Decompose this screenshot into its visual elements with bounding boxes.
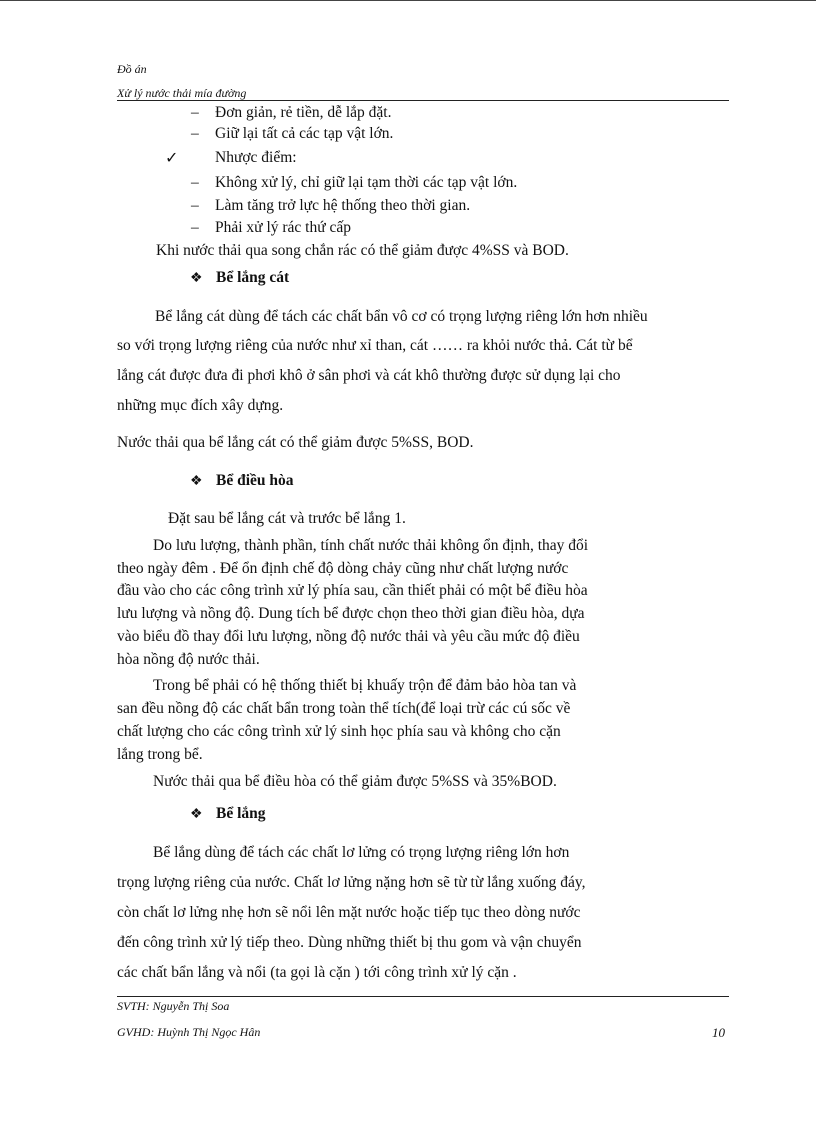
- dash-bullet-icon: –: [191, 219, 199, 236]
- page-top-border: [0, 0, 816, 1]
- section-result: Nước thải qua bể điều hòa có thể giảm được 5%SS và 35%BOD.: [153, 773, 557, 790]
- diamond-bullet-icon: ❖: [190, 474, 203, 489]
- check-icon: ✓: [165, 150, 179, 167]
- list-item: Không xử lý, chỉ giữ lại tạm thời các tạp vật lớn.: [215, 174, 518, 191]
- paragraph-line: Bể lắng cát dùng để tách các chất bẩn vô cơ có trọng lượng riêng lớn hơn nhiều: [155, 308, 648, 325]
- list-item: Giữ lại tất cả các tạp vật lớn.: [215, 125, 394, 142]
- diamond-bullet-icon: ❖: [190, 271, 203, 286]
- header-rule: [117, 100, 729, 101]
- paragraph-line: Bể lắng dùng để tách các chất lơ lửng có trọng lượng riêng lớn hơn: [153, 844, 570, 861]
- list-item: Làm tăng trở lực hệ thống theo thời gian.: [215, 197, 471, 214]
- section-title-settling: Bể lắng: [216, 805, 266, 822]
- page-number: 10: [712, 1025, 725, 1040]
- paragraph-line: vào biểu đồ thay đổi lưu lượng, nồng độ nước thải và yêu cầu mức độ điều: [117, 628, 580, 645]
- dash-bullet-icon: –: [191, 104, 199, 121]
- section-intro: Đặt sau bể lắng cát và trước bể lắng 1.: [168, 510, 406, 527]
- paragraph-line: Do lưu lượng, thành phần, tính chất nước thải không ổn định, thay đổi: [153, 537, 589, 554]
- header-doc-type: Đồ án: [117, 62, 147, 76]
- footer-rule: [117, 996, 729, 997]
- dash-bullet-icon: –: [191, 174, 199, 191]
- dash-bullet-icon: –: [191, 197, 199, 214]
- section-title-grit-chamber: Bể lắng cát: [216, 269, 290, 286]
- diamond-bullet-icon: ❖: [190, 807, 203, 822]
- paragraph-line: lắng trong bể.: [117, 746, 203, 763]
- paragraph-line: lưu lượng và nồng độ. Dung tích bể được chọn theo thời gian điều hòa, dựa: [117, 605, 585, 622]
- paragraph-line: Trong bể phải có hệ thống thiết bị khuấy trộn để đảm bảo hòa tan và: [153, 677, 577, 694]
- paragraph-line: hòa nồng độ nước thải.: [117, 651, 260, 668]
- section-result: Nước thải qua bể lắng cát có thể giảm được 5%SS, BOD.: [117, 434, 474, 451]
- paragraph-line: đến công trình xử lý tiếp theo. Dùng những thiết bị thu gom và vận chuyển: [117, 934, 582, 951]
- screen-result: Khi nước thải qua song chắn rác có thể giảm được 4%SS và BOD.: [156, 242, 569, 259]
- paragraph-line: theo ngày đêm . Để ổn định chế độ dòng chảy cũng như chất lượng nước: [117, 560, 569, 577]
- paragraph-line: lắng cát được đưa đi phơi khô ở sân phơi và cát khô thường được sử dụng lại cho: [117, 367, 621, 384]
- paragraph-line: san đều nồng độ các chất bẩn trong toàn thể tích(để loại trừ các cú sốc về: [117, 700, 571, 717]
- footer-advisor: GVHD: Huỳnh Thị Ngọc Hân: [117, 1025, 261, 1039]
- list-item: Đơn giản, rẻ tiền, dễ lắp đặt.: [215, 104, 392, 121]
- dash-bullet-icon: –: [191, 125, 199, 142]
- paragraph-line: so với trọng lượng riêng của nước như xỉ than, cát …… ra khỏi nước thả. Cát từ bể: [117, 337, 633, 354]
- paragraph-line: chất lượng cho các công trình xử lý sinh học phía sau và không cho cặn: [117, 723, 561, 740]
- header-doc-title: Xử lý nước thải mía đường: [117, 86, 247, 100]
- paragraph-line: đầu vào cho các công trình xử lý phía sau, cần thiết phải có một bể điều hòa: [117, 582, 588, 599]
- paragraph-line: trọng lượng riêng của nước. Chất lơ lửng nặng hơn sẽ từ từ lắng xuống đáy,: [117, 874, 586, 891]
- cons-title: Nhược điểm:: [215, 149, 297, 166]
- paragraph-line: các chất bẩn lắng và nổi (ta gọi là cặn ) tới công trình xử lý cặn .: [117, 964, 517, 981]
- list-item: Phải xử lý rác thứ cấp: [215, 219, 352, 236]
- section-title-equalization: Bể điều hòa: [216, 472, 294, 489]
- footer-student: SVTH: Nguyễn Thị Soa: [117, 999, 230, 1013]
- paragraph-line: những mục đích xây dựng.: [117, 397, 284, 414]
- paragraph-line: còn chất lơ lửng nhẹ hơn sẽ nổi lên mặt nước hoặc tiếp tục theo dòng nước: [117, 904, 581, 921]
